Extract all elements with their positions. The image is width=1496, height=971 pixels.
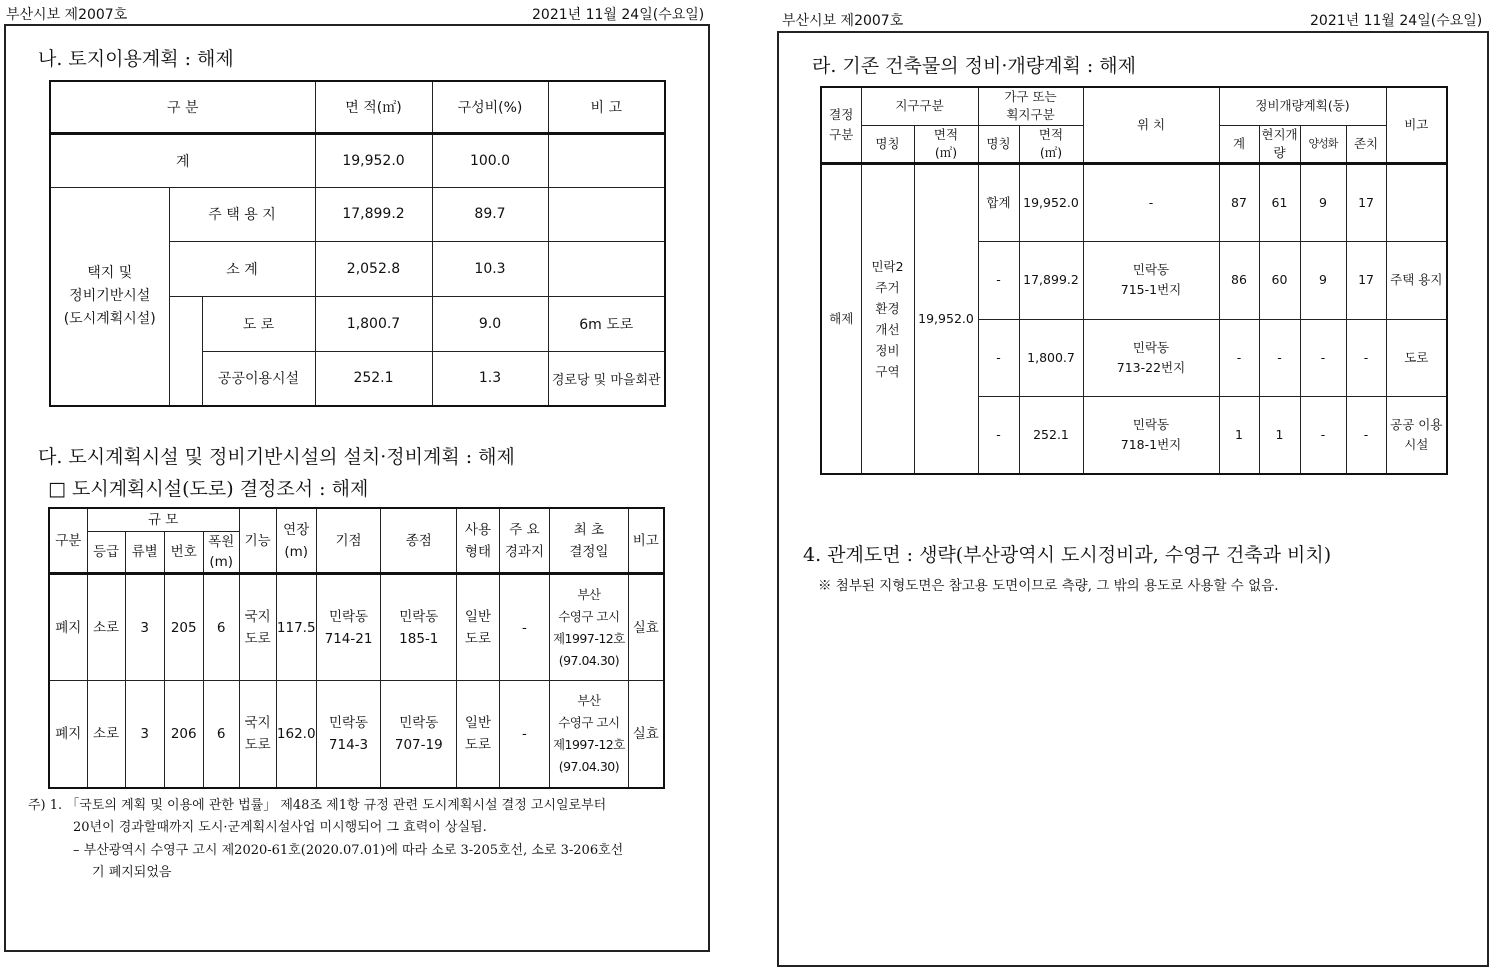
spacer-cell — [169, 296, 202, 406]
lot-note: 공공 이용 시설 — [1386, 396, 1447, 474]
total-area: 19,952.0 — [315, 133, 432, 187]
plan-repair: 9 — [1300, 241, 1346, 319]
footnote-line-1: 주) 1. 「국토의 계획 및 이용에 관한 법률」 제48조 제1항 규정 관련 도시계획시설 결정 고시일로부터 — [28, 798, 607, 813]
plan-keep: - — [1346, 319, 1386, 396]
header-ratio: 구성비(%) — [432, 81, 548, 133]
road-first-decision: 부산 수영구 고시 제1997-12호 (97.04.30) — [550, 574, 628, 681]
row-area: 1,800.7 — [315, 296, 432, 351]
section-4-note: ※ 첨부된 지형도면은 참고용 도면이므로 측량, 그 밖의 용도로 사용할 수 없음. — [818, 578, 1279, 594]
lot-area: 19,952.0 — [1019, 163, 1083, 241]
lot-location: 민락동 713-22번지 — [1083, 319, 1219, 396]
lot-name: 합계 — [978, 163, 1019, 241]
road-end: 민락동 185-1 — [381, 574, 457, 681]
row-note: 6m 도로 — [548, 296, 665, 351]
header-length: 연장 (m) — [276, 508, 316, 574]
lot-name: - — [978, 396, 1019, 474]
road-number: 205 — [164, 574, 203, 681]
row-area: 17,899.2 — [315, 187, 432, 241]
lot-note: 도로 — [1386, 319, 1447, 396]
district-area: 19,952.0 — [914, 163, 978, 474]
row-area: 2,052.8 — [315, 241, 432, 296]
road-length: 162.0 — [276, 681, 316, 788]
lot-location: 민락동 718-1번지 — [1083, 396, 1219, 474]
header-gubun: 구분 — [49, 508, 87, 574]
road-usage: 일반 도로 — [457, 681, 499, 788]
section-da-subtitle: □ 도시계획시설(도로) 결정조서 : 해제 — [48, 478, 369, 500]
road-start: 민락동 714-21 — [316, 574, 380, 681]
header-width: 폭원 (m) — [203, 532, 239, 574]
lot-note — [1386, 163, 1447, 241]
lot-area: 1,800.7 — [1019, 319, 1083, 396]
header-repair: 양성화 — [1300, 125, 1346, 163]
header-household-name: 명칭 — [978, 125, 1019, 163]
left-header-issue: 부산시보 제2007호 — [6, 7, 128, 23]
header-existing: 현지개 량 — [1259, 125, 1300, 163]
decision-cell: 해제 — [821, 163, 861, 474]
row-label: 도 로 — [202, 296, 315, 351]
road-gubun: 폐지 — [49, 681, 87, 788]
road-length: 117.5 — [276, 574, 316, 681]
total-note — [548, 133, 665, 187]
road-number: 206 — [164, 681, 203, 788]
plan-repair: - — [1300, 396, 1346, 474]
district-name: 민락2 주거 환경 개선 정비 구역 — [861, 163, 914, 474]
road-class: 3 — [125, 681, 164, 788]
section-ra-title: 라. 기존 건축물의 정비·개량계획 : 해제 — [812, 55, 1136, 77]
row-ratio: 9.0 — [432, 296, 548, 351]
header-total: 계 — [1219, 125, 1259, 163]
header-district-area: 면적 (㎡) — [914, 125, 978, 163]
row-area: 252.1 — [315, 351, 432, 406]
right-header-issue: 부산시보 제2007호 — [782, 13, 904, 29]
header-area: 면 적(㎡) — [315, 81, 432, 133]
plan-existing: - — [1259, 319, 1300, 396]
plan-repair: 9 — [1300, 163, 1346, 241]
plan-total: 86 — [1219, 241, 1259, 319]
plan-total: 87 — [1219, 163, 1259, 241]
road-function: 국지 도로 — [239, 574, 276, 681]
plan-existing: 1 — [1259, 396, 1300, 474]
plan-total: 1 — [1219, 396, 1259, 474]
header-class: 류별 — [125, 532, 164, 574]
footnote-line-2: 20년이 경과할때까지 도시·군계획시설사업 미시행되어 그 효력이 상실됨. — [73, 820, 487, 835]
lot-name: - — [978, 241, 1019, 319]
road-function: 국지 도로 — [239, 681, 276, 788]
row-label: 소 계 — [169, 241, 315, 296]
row-ratio: 10.3 — [432, 241, 548, 296]
road-via: - — [499, 681, 550, 788]
right-header-date: 2021년 11월 24일(수요일) — [1310, 13, 1483, 29]
header-grade: 등급 — [87, 532, 125, 574]
row-ratio: 1.3 — [432, 351, 548, 406]
header-first-decision: 최 초 결정일 — [550, 508, 628, 574]
header-usage: 사용 형태 — [457, 508, 499, 574]
lot-location: 민락동 715-1번지 — [1083, 241, 1219, 319]
header-number: 번호 — [164, 532, 203, 574]
row-label: 주 택 용 지 — [169, 187, 315, 241]
header-district: 지구구분 — [861, 87, 978, 125]
header-note: 비고 — [1386, 87, 1447, 163]
row-note — [548, 241, 665, 296]
road-note: 실효 — [628, 681, 664, 788]
road-note: 실효 — [628, 574, 664, 681]
building-plan-table — [820, 86, 1448, 475]
header-gubun: 구 분 — [50, 81, 315, 133]
header-start: 기점 — [316, 508, 380, 574]
header-function: 기능 — [239, 508, 276, 574]
lot-location: - — [1083, 163, 1219, 241]
total-ratio: 100.0 — [432, 133, 548, 187]
row-note — [548, 187, 665, 241]
header-note: 비고 — [628, 508, 664, 574]
header-via: 주 요 경과지 — [499, 508, 550, 574]
footnote-line-3: – 부산광역시 수영구 고시 제2020-61호(2020.07.01)에 따라 소로 3-205호선, 소로 3-206호선 — [73, 843, 624, 858]
road-decision-table — [48, 507, 665, 789]
lot-area: 252.1 — [1019, 396, 1083, 474]
land-use-table — [49, 80, 666, 407]
header-decision: 결정 구분 — [821, 87, 861, 163]
road-gubun: 폐지 — [49, 574, 87, 681]
road-grade: 소로 — [87, 681, 125, 788]
header-plan: 정비개량계획(동) — [1219, 87, 1386, 125]
header-location: 위 치 — [1083, 87, 1219, 163]
road-grade: 소로 — [87, 574, 125, 681]
row-label: 공공이용시설 — [202, 351, 315, 406]
plan-keep: - — [1346, 396, 1386, 474]
header-household: 가구 또는 획지구분 — [978, 87, 1083, 125]
section-da-title: 다. 도시계획시설 및 정비기반시설의 설치·정비계획 : 해제 — [38, 446, 515, 468]
header-keep: 존치 — [1346, 125, 1386, 163]
row-ratio: 89.7 — [432, 187, 548, 241]
road-first-decision: 부산 수영구 고시 제1997-12호 (97.04.30) — [550, 681, 628, 788]
road-width: 6 — [203, 681, 239, 788]
road-end: 민락동 707-19 — [381, 681, 457, 788]
header-district-name: 명칭 — [861, 125, 914, 163]
plan-repair: - — [1300, 319, 1346, 396]
header-note: 비 고 — [548, 81, 665, 133]
row-note: 경로당 및 마을회관 — [548, 351, 665, 406]
plan-existing: 61 — [1259, 163, 1300, 241]
section-4-title: 4. 관계도면 : 생략(부산광역시 도시정비과, 수영구 건축과 비치) — [803, 544, 1332, 566]
lot-note: 주택 용지 — [1386, 241, 1447, 319]
footnote-line-4: 기 폐지되었음 — [92, 865, 172, 880]
lot-area: 17,899.2 — [1019, 241, 1083, 319]
road-usage: 일반 도로 — [457, 574, 499, 681]
road-width: 6 — [203, 574, 239, 681]
plan-keep: 17 — [1346, 241, 1386, 319]
road-class: 3 — [125, 574, 164, 681]
section-na-title: 나. 토지이용계획 : 해제 — [38, 48, 234, 70]
header-scale: 규 모 — [87, 508, 239, 532]
left-header-date: 2021년 11월 24일(수요일) — [532, 7, 705, 23]
road-via: - — [499, 574, 550, 681]
plan-keep: 17 — [1346, 163, 1386, 241]
header-end: 종점 — [381, 508, 457, 574]
header-household-area: 면적 (㎡) — [1019, 125, 1083, 163]
road-start: 민락동 714-3 — [316, 681, 380, 788]
total-label: 계 — [50, 133, 315, 187]
plan-existing: 60 — [1259, 241, 1300, 319]
plan-total: - — [1219, 319, 1259, 396]
group-label: 택지 및 정비기반시설 (도시계획시설) — [50, 187, 169, 406]
lot-name: - — [978, 319, 1019, 396]
